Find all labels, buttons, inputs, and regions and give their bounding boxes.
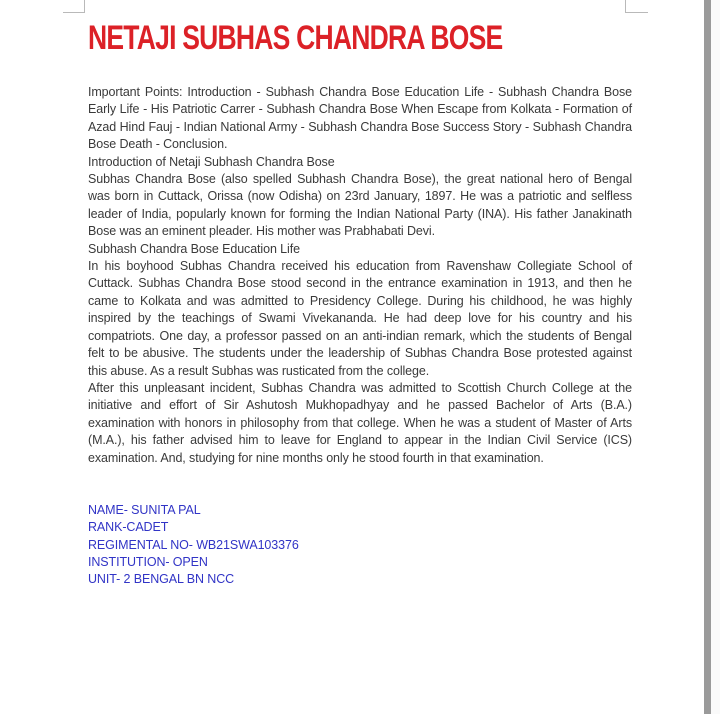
scrollbar[interactable] <box>704 0 711 714</box>
paragraph-college: After this unpleasant incident, Subhas Chandra was admitted to Scottish Church College at the initiative and effort of Sir Ashutosh Mukhopadhyay and he passed Bachelor of Arts (B.A.) examination with honors in philosophy from that college. When he was a student of Master of Arts (M.A.), his father advised him to leave for England to appear in the Indian Civil Service (ICS) examination. And, studying for nine months only he stood fourth in that examination. <box>88 380 632 465</box>
signature-institution: INSTITUTION- OPEN <box>88 554 208 569</box>
signature-block <box>88 502 632 589</box>
paragraph-introduction: Subhas Chandra Bose (also spelled Subhash Chandra Bose), the great national hero of Bengal was born in Cuttack, Orissa (now Odisha) on 23rd January, 1897. He was a patriotic and selfless leader of India, popularly known for forming the Indian National Party (INA). His father Janakinath Bose was an eminent pleader. His mother was Prabhabati Devi. <box>88 172 632 239</box>
signature-name: NAME- SUNITA PAL <box>88 502 201 517</box>
education-section-heading: Subhash Chandra Bose Education Life <box>88 241 300 256</box>
paragraph-important-points: Important Points: Introduction - Subhash Chandra Bose Education Life - Subhash Chandra Bose Early Life - His Patriotic Carrer - Subhash Chandra Bose When Escape from Kolkata - Formation of Azad Hind Fauj - Indian National Army - Subhash Chandra Bose Success Story - Subhash Chandra Bose Death - Conclusion. <box>88 85 632 152</box>
intro-section-heading: Introduction of Netaji Subhash Chandra Bose <box>88 154 335 169</box>
paragraph-education: In his boyhood Subhas Chandra received his education from Ravenshaw Collegiate School of Cuttack. Subhas Chandra Bose stood second in the entrance examination in 1913, and then he came to Kolkata and was admitted to Presidency College. During his childhood, he was highly inspired by the teachings of Swami Vivekananda. He had deep love for his country and his compatriots. One day, a professor passed on an anti-indian remark, which the students of Bengal felt to be abusive. The students under the leadership of Subhas Chandra Bose protested against this abuse. As a result Subhas was rusticated from the college. <box>88 259 632 378</box>
document-title: NETAJI SUBHAS CHANDRA BOSE <box>88 19 503 57</box>
margin-crop-mark-right <box>625 0 648 13</box>
document-body <box>88 84 632 589</box>
margin-crop-mark-left <box>63 0 85 13</box>
signature-unit: UNIT- 2 BENGAL BN NCC <box>88 572 235 587</box>
signature-regimental-no: REGIMENTAL NO- WB21SWA103376 <box>88 537 299 552</box>
signature-rank: RANK-CADET <box>88 520 169 535</box>
viewer-right-edge <box>711 0 720 714</box>
